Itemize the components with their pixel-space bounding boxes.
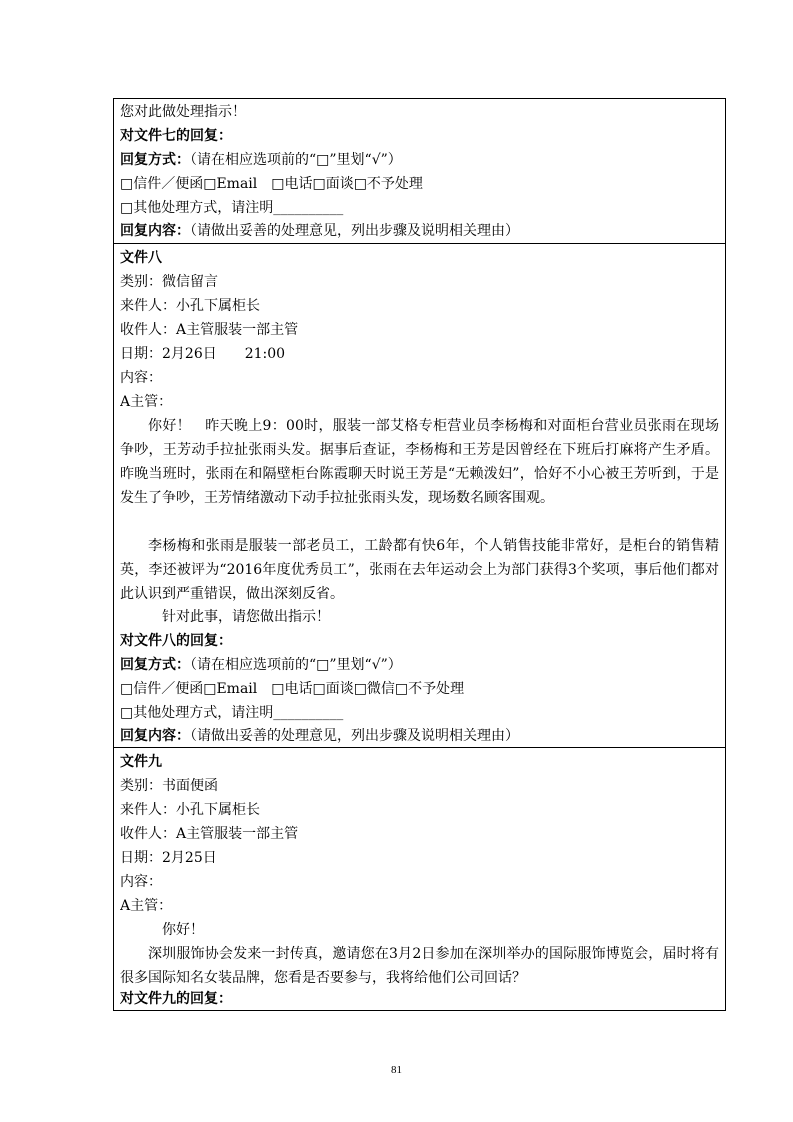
reply-method-text: （请在相应选项前的“□”里划“√”） xyxy=(190,657,402,673)
file8-content-label: 内容： xyxy=(120,370,162,386)
reply-method-label: 回复方式： xyxy=(120,152,190,168)
file7-reply-options: □信件／便函□Email □电话□面谈□不予处理 xyxy=(120,176,423,192)
reply-method-label: 回复方式： xyxy=(120,657,190,673)
reply-method-text: （请在相应选项前的“□”里划“√”） xyxy=(190,152,402,168)
file8-type: 类别：微信留言 xyxy=(120,274,218,290)
file8-paragraph-2: 李杨梅和张雨是服装一部老员工，工龄都有快6年，个人销售技能非常好，是柜台的销售精英，李还被评为“2016年度优秀员工”，张雨在去年运动会上为部门获得3个奖项，事后他们都对此认识到严重错误，做出深刻反省。 xyxy=(120,538,719,602)
file7-reply-title: 对文件七的回复： xyxy=(120,128,232,144)
file9-paragraph-1: 深圳服饰协会发来一封传真，邀请您在3月2日参加在深圳举办的国际服饰博览会，届时将有很多国际知名女装品牌，您看是否要参与，我将给他们公司回话？ xyxy=(120,946,719,986)
file7-reply-content xyxy=(120,220,719,242)
file9-date: 日期：2月25日 xyxy=(120,850,217,866)
file8-reply-method xyxy=(120,654,719,676)
reply-content-text: （请做出妥善的处理意见，列出步骤及说明相关理由） xyxy=(190,223,519,239)
file8-salutation: A主管： xyxy=(120,394,173,410)
file8-sender: 来件人：小孔下属柜长 xyxy=(120,298,260,314)
document-table xyxy=(113,98,726,1011)
file8-other-method: □其他处理方式，请注明__________ xyxy=(120,705,344,721)
file7-other-method: □其他处理方式，请注明__________ xyxy=(120,200,344,216)
file8-reply-options: □信件／便函□Email □电话□面谈□微信□不予处理 xyxy=(120,681,465,697)
file9-reply-title: 对文件九的回复： xyxy=(120,991,232,1007)
file9-title: 文件九 xyxy=(120,754,162,770)
file9-content-label: 内容： xyxy=(120,874,162,890)
reply-content-label: 回复内容： xyxy=(120,728,190,744)
file9-sender: 来件人：小孔下属柜长 xyxy=(120,802,260,818)
file9-section xyxy=(114,747,725,1011)
file8-paragraph-1: 你好！ 昨天晚上9：00时，服装一部艾格专柜营业员李杨梅和对面柜台营业员张雨在现场争吵，王芳动手拉扯张雨头发。据事后查证，李杨梅和王芳是因曾经在下班后打麻将产生矛盾。昨晚当班时，张雨在和隔壁柜台陈霞聊天时说王芳是“无赖泼妇”，恰好不小心被王芳听到，于是发生了争吵，王芳情绪激动下动手拉扯张雨头发，现场数名顾客围观。 xyxy=(120,418,719,506)
file9-salutation: A主管： xyxy=(120,898,173,914)
file9-receiver: 收件人：A主管服装一部主管 xyxy=(120,826,299,842)
file8-title: 文件八 xyxy=(120,250,162,266)
file7-reply-method xyxy=(120,149,719,171)
page-number: 81 xyxy=(391,1064,402,1076)
file7-reply-section xyxy=(114,99,725,243)
reply-content-label: 回复内容： xyxy=(120,223,190,239)
file8-reply-title: 对文件八的回复： xyxy=(120,633,232,649)
file9-type: 类别：书面便函 xyxy=(120,778,218,794)
file8-reply-content xyxy=(120,725,719,747)
file9-greeting: 你好！ xyxy=(162,922,204,938)
file8-paragraph-3: 针对此事，请您做出指示！ xyxy=(162,609,330,625)
reply-content-text: （请做出妥善的处理意见，列出步骤及说明相关理由） xyxy=(190,728,519,744)
file8-section xyxy=(114,243,725,748)
file8-date: 日期：2月26日 21:00 xyxy=(120,346,286,362)
file8-receiver: 收件人：A主管服装一部主管 xyxy=(120,322,299,338)
file7-closing-line: 您对此做处理指示！ xyxy=(120,104,246,120)
